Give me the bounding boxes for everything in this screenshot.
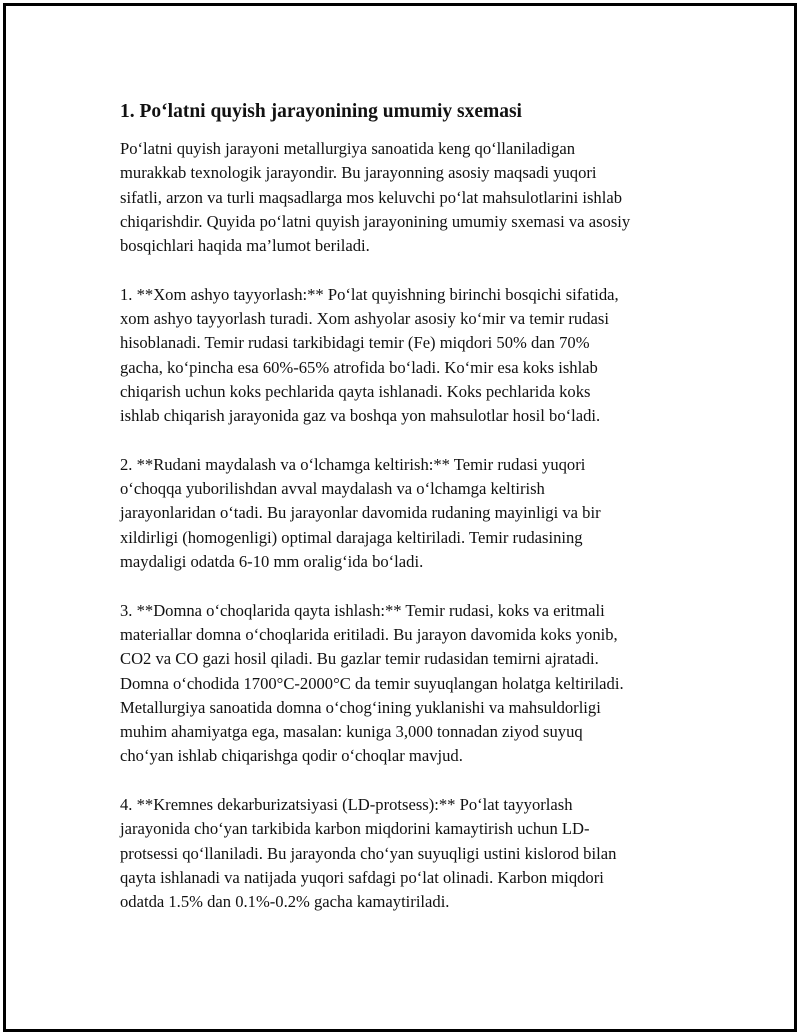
text-line: xildirligi (homogenligi) optimal darajaga keltiriladi. Temir rudasining [120, 527, 583, 547]
text-line: hisoblanadi. Temir rudasi tarkibidagi temir (Fe) miqdori 50% dan 70% [120, 333, 590, 353]
text-line: 4. **Kremnes dekarburizatsiyasi (LD-protsess):** Po‘lat tayyorlash [120, 795, 573, 815]
document-body [120, 98, 700, 939]
text-line: 3. **Domna o‘choqlarida qayta ishlash:** Temir rudasi, koks va eritmali [120, 600, 605, 620]
text-line: sifatli, arzon va turli maqsadlarga mos keluvchi po‘lat mahsulotlarini ishlab [120, 187, 622, 207]
text-line: qayta ishlanadi va natijada yuqori safdagi po‘lat olinadi. Karbon miqdori [120, 867, 604, 887]
text-line: Metallurgiya sanoatida domna o‘chog‘ining yuklanishi va mahsuldorligi [120, 697, 601, 717]
text-line: 1. **Xom ashyo tayyorlash:** Po‘lat quyishning birinchi bosqichi sifatida, [120, 284, 619, 304]
text-line: 2. **Rudani maydalash va o‘lchamga keltirish:** Temir rudasi yuqori [120, 454, 586, 474]
text-line: Domna o‘chodida 1700°C-2000°C da temir suyuqlangan holatga keltiriladi. [120, 673, 624, 693]
text-line: odatda 1.5% dan 0.1%-0.2% gacha kamaytiriladi. [120, 892, 450, 912]
text-line: jarayonlaridan o‘tadi. Bu jarayonlar davomida rudaning mayinligi va bir [120, 503, 601, 523]
text-line: jarayonida cho‘yan tarkibida karbon miqdorini kamaytirish uchun LD- [120, 819, 590, 839]
text-line: ishlab chiqarish jarayonida gaz va boshqa yon mahsulotlar hosil bo‘ladi. [120, 406, 601, 426]
text-line: maydaligi odatda 6-10 mm oralig‘ida bo‘ladi. [120, 552, 424, 572]
text-line: protsessi qo‘llaniladi. Bu jarayonda cho‘yan suyuqligi ustini kislorod bilan [120, 843, 617, 863]
text-line: chiqarish uchun koks pechlarida qayta ishlanadi. Koks pechlarida koks [120, 381, 591, 401]
text-line: muhim ahamiyatga ega, masalan: kuniga 3,000 tonnadan ziyod suyuq [120, 722, 583, 742]
text-line: materiallar domna o‘choqlarida eritiladi. Bu jarayon davomida koks yonib, [120, 624, 618, 644]
text-line: chiqarishdir. Quyida po‘latni quyish jarayonining umumiy sxemasi va asosiy [120, 211, 631, 231]
text-line: gacha, ko‘pincha esa 60%-65% atrofida bo‘ladi. Ko‘mir esa koks ishlab [120, 357, 598, 377]
text-line: bosqichlari haqida ma’lumot beriladi. [120, 236, 370, 256]
paragraph-intro [120, 137, 700, 258]
text-line: murakkab texnologik jarayondir. Bu jarayonning asosiy maqsadi yuqori [120, 163, 597, 183]
page-frame [3, 3, 797, 1032]
text-line: xom ashyo tayyorlash turadi. Xom ashyolar asosiy ko‘mir va temir rudasi [120, 309, 609, 329]
paragraph-step-4 [120, 793, 700, 914]
text-line: CO2 va CO gazi hosil qiladi. Bu gazlar temir rudasidan temirni ajratadi. [120, 649, 599, 669]
text-line: Po‘latni quyish jarayoni metallurgiya sanoatida keng qo‘llaniladigan [120, 139, 575, 158]
text-line: cho‘yan ishlab chiqarishga qodir o‘choqlar mavjud. [120, 746, 463, 766]
text-line: o‘choqqa yuborilishdan avval maydalash va o‘lchamga keltirish [120, 479, 545, 499]
paragraph-step-1 [120, 283, 700, 429]
paragraph-step-2 [120, 453, 700, 574]
paragraph-step-3 [120, 599, 700, 769]
section-heading: 1. Po‘latni quyish jarayonining umumiy sxemasi [120, 101, 522, 122]
